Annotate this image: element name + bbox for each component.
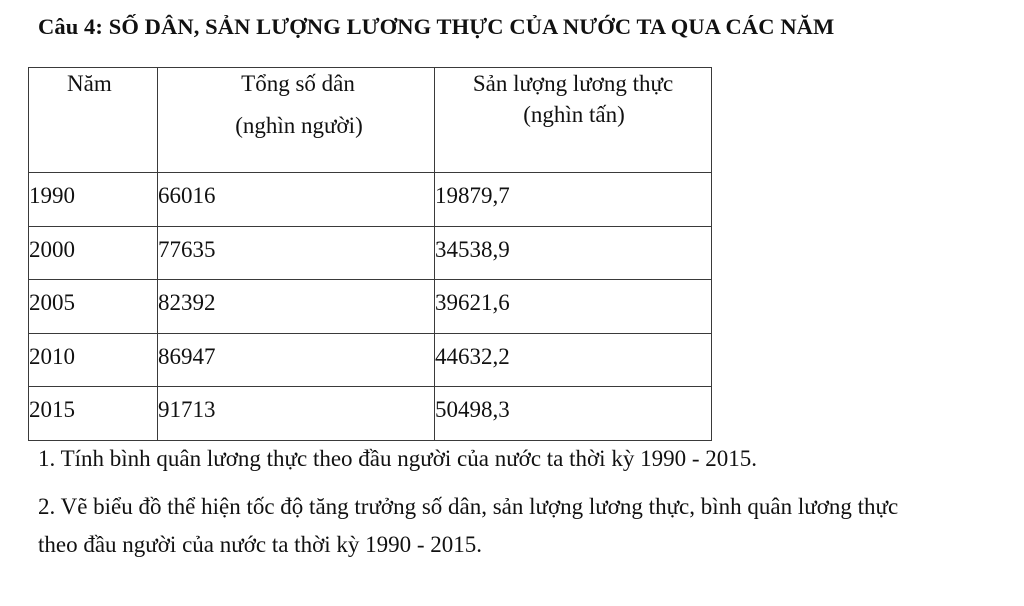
question-2-line-2: theo đầu người của nước ta thời kỳ 1990 - 2015. (38, 532, 483, 557)
table-header-row (29, 68, 712, 173)
cell-population: 66016 (158, 173, 435, 227)
question-1: 1. Tính bình quân lương thực theo đầu người của nước ta thời kỳ 1990 - 2015. (38, 446, 757, 471)
question-2-line-1: 2. Vẽ biểu đồ thể hiện tốc độ tăng trưởng số dân, sản lượng lương thực, bình quân lương thực (38, 494, 899, 519)
cell-year: 2015 (29, 387, 158, 441)
cell-year: 2000 (29, 226, 158, 280)
header-population-unit: (nghìn người) (235, 113, 363, 138)
header-food (435, 68, 712, 173)
table-row (29, 173, 712, 227)
cell-population: 91713 (158, 387, 435, 441)
population-food-table (28, 67, 712, 441)
table-row (29, 280, 712, 334)
table-row (29, 387, 712, 441)
table-row (29, 333, 712, 387)
cell-food: 34538,9 (435, 226, 712, 280)
cell-population: 82392 (158, 280, 435, 334)
cell-year: 1990 (29, 173, 158, 227)
table-row (29, 226, 712, 280)
document-title: Câu 4: SỐ DÂN, SẢN LƯỢNG LƯƠNG THỰC CỦA NƯỚC TA QUA CÁC NĂM (38, 14, 835, 39)
header-food-label: Sản lượng lương thực (472, 71, 674, 96)
cell-year: 2010 (29, 333, 158, 387)
cell-food: 44632,2 (435, 333, 712, 387)
cell-food: 39621,6 (435, 280, 712, 334)
header-year (29, 68, 158, 173)
cell-population: 86947 (158, 333, 435, 387)
header-population (158, 68, 435, 173)
header-food-unit: (nghìn tấn) (523, 102, 625, 127)
header-population-label: Tổng số dân (241, 71, 355, 96)
cell-population: 77635 (158, 226, 435, 280)
header-year-label: Năm (67, 71, 112, 96)
cell-food: 50498,3 (435, 387, 712, 441)
cell-year: 2005 (29, 280, 158, 334)
cell-food: 19879,7 (435, 173, 712, 227)
